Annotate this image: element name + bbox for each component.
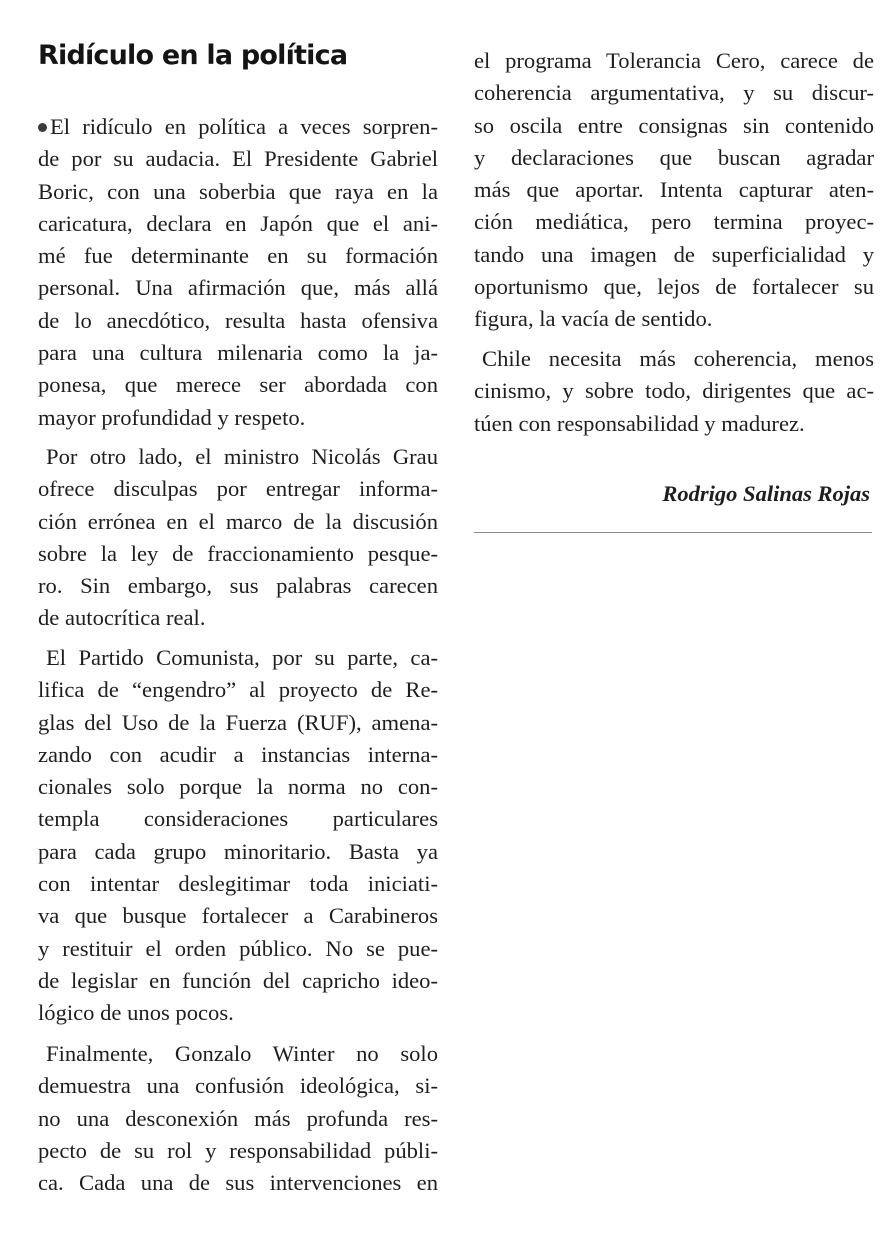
text-line: mayor profundidad y respeto. <box>38 404 306 430</box>
text-line: para cada grupo minoritario. Basta ya <box>38 838 438 864</box>
text-line: ca. Cada una de sus intervenciones en <box>38 1170 438 1196</box>
text-line: no una desconexión más profunda res- <box>38 1105 438 1131</box>
text-line: Boric, con una soberbia que raya en la <box>38 178 438 204</box>
headline: Ridículo en la política <box>38 40 348 71</box>
text-line: lógico de unos pocos. <box>38 1000 234 1026</box>
author-signature: Rodrigo Salinas Rojas <box>662 481 870 506</box>
text-line: El Partido Comunista, por su parte, ca- <box>46 645 438 670</box>
paragraph-4-continued <box>474 45 874 336</box>
text-line: más que aportar. Intenta capturar aten- <box>474 177 874 203</box>
paragraph-3 <box>38 642 438 1030</box>
text-line: tando una imagen de superficialidad y <box>474 241 874 267</box>
text-line: el programa Tolerancia Cero, carece de <box>474 48 874 73</box>
text-line: para una cultura milenaria como la ja- <box>38 340 438 366</box>
text-line: pecto de su rol y responsabilidad públi- <box>38 1137 438 1163</box>
text-line: mé fue determinante en su formación <box>38 243 438 269</box>
text-line: Finalmente, Gonzalo Winter no solo <box>46 1041 438 1066</box>
text-line: con intentar deslegitimar toda iniciati- <box>38 871 438 897</box>
text-line: y declaraciones que buscan agradar <box>474 144 874 170</box>
text-line: caricatura, declara en Japón que el ani- <box>38 210 438 236</box>
text-line: cionales solo porque la norma no con- <box>38 774 438 800</box>
text-line: de lo anecdótico, resulta hasta ofensiva <box>38 307 438 333</box>
text-line: Por otro lado, el ministro Nicolás Grau <box>46 444 438 469</box>
paragraph-2 <box>38 441 438 635</box>
text-line: figura, la vacía de sentido. <box>474 306 713 332</box>
text-line: ofrece disculpas por entregar informa- <box>38 476 438 502</box>
bullet-icon <box>38 123 47 132</box>
text-line: y restituir el orden público. No se pue- <box>38 935 438 961</box>
text-line: glas del Uso de la Fuerza (RUF), amena- <box>38 709 438 735</box>
text-line: Chile necesita más coherencia, menos <box>482 346 874 371</box>
text-line: de legislar en función del capricho ideo- <box>38 967 438 993</box>
text-line: ro. Sin embargo, sus palabras carecen <box>38 573 438 599</box>
text-line: demuestra una confusión ideológica, si- <box>38 1073 438 1099</box>
text-line: ción errónea en el marco de la discusión <box>38 508 438 534</box>
text-line: so oscila entre consignas sin contenido <box>474 112 874 138</box>
text-line: sobre la ley de fraccionamiento pesque- <box>38 540 438 566</box>
text-line: cinismo, y sobre todo, dirigentes que ac- <box>474 378 874 404</box>
text-line: ción mediática, pero termina proyec- <box>474 209 874 235</box>
text-line: templa consideraciones particulares <box>38 806 438 832</box>
text-line: lifica de “engendro” al proyecto de Re- <box>38 677 438 703</box>
paragraph-5 <box>474 343 874 440</box>
text-line: túen con responsabilidad y madurez. <box>474 410 805 436</box>
paragraph-1 <box>38 111 438 434</box>
text-line: El ridículo en política a veces sorpren- <box>38 111 438 143</box>
paragraph-4 <box>38 1038 438 1199</box>
divider-rule <box>474 532 872 533</box>
text-line: zando con acudir a instancias interna- <box>38 741 438 767</box>
text-line: va que busque fortalecer a Carabineros <box>38 903 438 929</box>
text-line: personal. Una afirmación que, más allá <box>38 275 438 301</box>
text-line: de por su audacia. El Presidente Gabriel <box>38 146 438 172</box>
text-line: oportunismo que, lejos de fortalecer su <box>474 274 874 300</box>
text-line: coherencia argumentativa, y su discur- <box>474 80 874 106</box>
text-line: de autocrítica real. <box>38 605 206 631</box>
text-line: ponesa, que merece ser abordada con <box>38 372 438 398</box>
